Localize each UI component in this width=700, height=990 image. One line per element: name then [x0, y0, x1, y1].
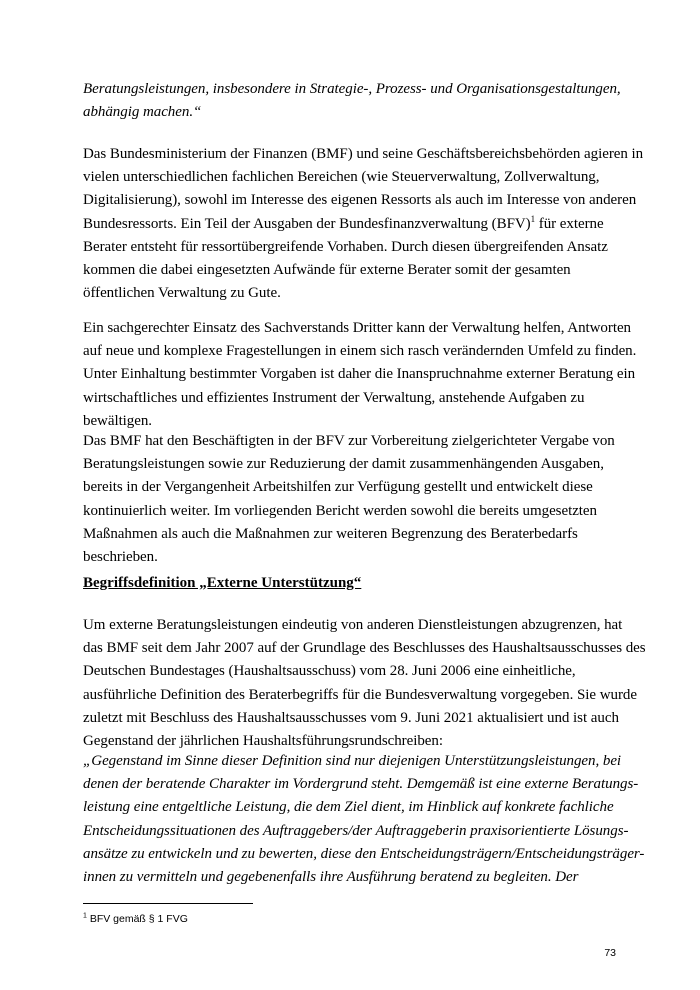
text-line: Das Bundesministerium der Finanzen (BMF) und seine Geschäftsbereichsbehörden agieren in: [83, 146, 644, 162]
footnote-divider: [83, 903, 253, 904]
section-heading: Begriffsdefinition „Externe Unterstützung“: [83, 575, 362, 591]
footnote-text: BFV gemäß § 1 FVG: [89, 913, 188, 925]
text-line: kommen die dabei eingesetzten Aufwände für externe Berater somit der gesamten: [83, 262, 571, 279]
quote-continuation: [83, 78, 619, 124]
text-line: öffentlichen Verwaltung zu Gute.: [83, 285, 281, 302]
definition-quote: [83, 750, 645, 889]
text-line: zuletzt mit Beschluss des Haushaltsausschusses vom 9. Juni 2021 aktualisiert und ist auch: [83, 709, 619, 726]
footnote: [83, 912, 188, 926]
page-number: 73: [604, 947, 616, 959]
text-segment: Bundesressorts. Ein Teil der Ausgaben der Bundesfinanzverwaltung (BFV): [83, 215, 531, 232]
footnote-reference[interactable]: 1: [530, 213, 536, 224]
text-line: leistung eine entgeltliche Leistung, die dem Ziel dient, im Hinblick auf konkrete fachliche: [83, 799, 614, 816]
text-line: innen zu vermitteln und gegebenenfalls ihre Ausführung beratend zu begleiten. Der: [83, 869, 579, 886]
text-line: auf neue und komplexe Fragestellungen in einem sich rasch verändernden Umfeld zu finden.: [83, 343, 637, 360]
text-line: Ein sachgerechter Einsatz des Sachverstands Dritter kann der Verwaltung helfen, Antworten: [83, 320, 632, 336]
footnote-number: 1: [83, 912, 87, 920]
text-line: kontinuierlich weiter. Im vorliegenden Bericht werden sowohl die bereits umgesetzten: [83, 502, 597, 519]
text-line: abhängig machen.“: [83, 104, 202, 121]
text-line: Unter Einhaltung bestimmter Vorgaben ist daher die Inanspruchnahme externer Beratung ein: [83, 366, 636, 383]
text-line: bewältigen.: [83, 412, 153, 429]
paragraph-definition: [83, 614, 646, 753]
text-line: denen der beratende Charakter im Vordergrund steht. Demgemäß ist eine externe Beratungs-: [83, 776, 639, 793]
text-line: ansätze zu entwickeln und zu bewerten, diese den Entscheidungsträgern/Entscheidungsträger-: [83, 845, 645, 862]
text-line-with-footnote: [83, 213, 619, 236]
text-line: „Gegenstand im Sinne dieser Definition sind nur diejenigen Unterstützungsleistungen, bei: [83, 753, 622, 769]
text-line: Digitalisierung), sowohl im Interesse des eigenen Ressorts als auch im Interesse von anderen: [83, 192, 637, 209]
text-segment: für externe: [538, 215, 604, 232]
text-line: das BMF seit dem Jahr 2007 auf der Grundlage des Beschlusses des Haushaltsausschusses des: [83, 640, 646, 657]
text-line: vielen unterschiedlichen fachlichen Bereichen (wie Steuerverwaltung, Zollverwaltung,: [83, 169, 600, 186]
paragraph-bmf-areas: [83, 143, 644, 305]
text-line: Gegenstand der jährlichen Haushaltsführungsrundschreiben:: [83, 733, 443, 750]
paragraph-tools: [83, 430, 619, 569]
text-line: Deutschen Bundestages (Haushaltsausschuss) vom 28. Juni 2006 eine einheitliche,: [83, 663, 576, 680]
text-line: Berater entsteht für ressortübergreifende Vorhaben. Durch diesen übergreifenden Ansatz: [83, 238, 608, 255]
text-line: wirtschaftliches und effizientes Instrument der Verwaltung, anstehende Aufgaben zu: [83, 389, 585, 406]
text-line: Beratungsleistungen, insbesondere in Strategie-, Prozess- und Organisationsgestaltungen,: [83, 81, 621, 97]
text-line: beschrieben.: [83, 549, 158, 566]
text-line: Um externe Beratungsleistungen eindeutig von anderen Dienstleistungen abzugrenzen, hat: [83, 617, 623, 633]
text-line: Entscheidungssituationen des Auftraggebers/der Auftraggeberin praxisorientierte Lösungs-: [83, 822, 629, 839]
text-line: Beratungsleistungen sowie zur Reduzierung der damit zusammenhängenden Ausgaben,: [83, 456, 604, 473]
text-line: Das BMF hat den Beschäftigten in der BFV zur Vorbereitung zielgerichteter Vergabe von: [83, 433, 615, 449]
paragraph-expertise: [83, 317, 637, 433]
text-line: bereits in der Vergangenheit Arbeitshilfen zur Verfügung gestellt und entwickelt diese: [83, 479, 593, 496]
text-line: Maßnahmen als auch die Maßnahmen zur weiteren Begrenzung des Beraterbedarfs: [83, 525, 578, 542]
text-line: ausführliche Definition des Beraterbegriffs für die Bundesverwaltung vorgegeben. Sie wurde: [83, 686, 637, 703]
